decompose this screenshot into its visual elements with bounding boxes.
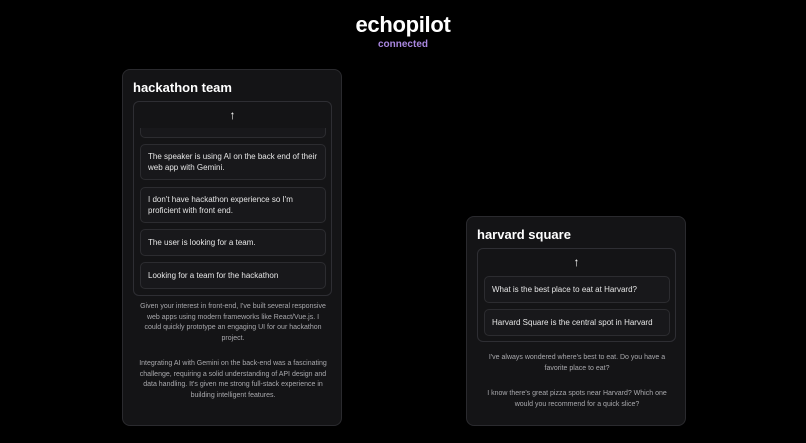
suggestion-text: Given your interest in front-end, I've built several responsive web apps using modern frameworks like React/Vue.js. I could quickly prototype an engaging UI for our hackathon project.: [140, 303, 326, 342]
suggestion-text: I've always wondered where's best to eat. Do you have a favorite place to eat?: [488, 354, 666, 372]
list-item: I don't have hackathon experience so I'm proficient with front end.: [140, 187, 326, 223]
list-item: The user is looking for a team.: [140, 229, 326, 256]
scroll-up-arrow-icon[interactable]: ↑: [229, 108, 236, 122]
transcript-list[interactable]: [133, 101, 332, 296]
list-item: The speaker is using AI on the back end of their web app with Gemini.: [140, 144, 326, 180]
list-item: Harvard Square is the central spot in Harvard: [484, 309, 670, 336]
app-title: echopilot: [355, 12, 451, 37]
panel-title: harvard square: [477, 227, 571, 242]
connection-status: connected: [377, 39, 428, 50]
list-item: Looking for a team for the hackathon: [140, 262, 326, 289]
transcript-list[interactable]: [477, 248, 676, 342]
suggestion-text: I know there's great pizza spots near Harvard? Which one would you recommend for a quick slice?: [487, 390, 667, 408]
panel-title: hackathon team: [133, 80, 232, 95]
scroll-up-arrow-icon[interactable]: ↑: [573, 255, 580, 269]
list-item: [140, 128, 326, 138]
panel-harvard-square: [466, 216, 686, 426]
panel-hackathon-team: [122, 69, 342, 426]
list-item: What is the best place to eat at Harvard?: [484, 276, 670, 303]
suggestion-text: Integrating AI with Gemini on the back-end was a fascinating challenge, requiring a solid understanding of API design and data handling. It's given me strong full-stack experience in building intelligent features.: [139, 360, 327, 399]
